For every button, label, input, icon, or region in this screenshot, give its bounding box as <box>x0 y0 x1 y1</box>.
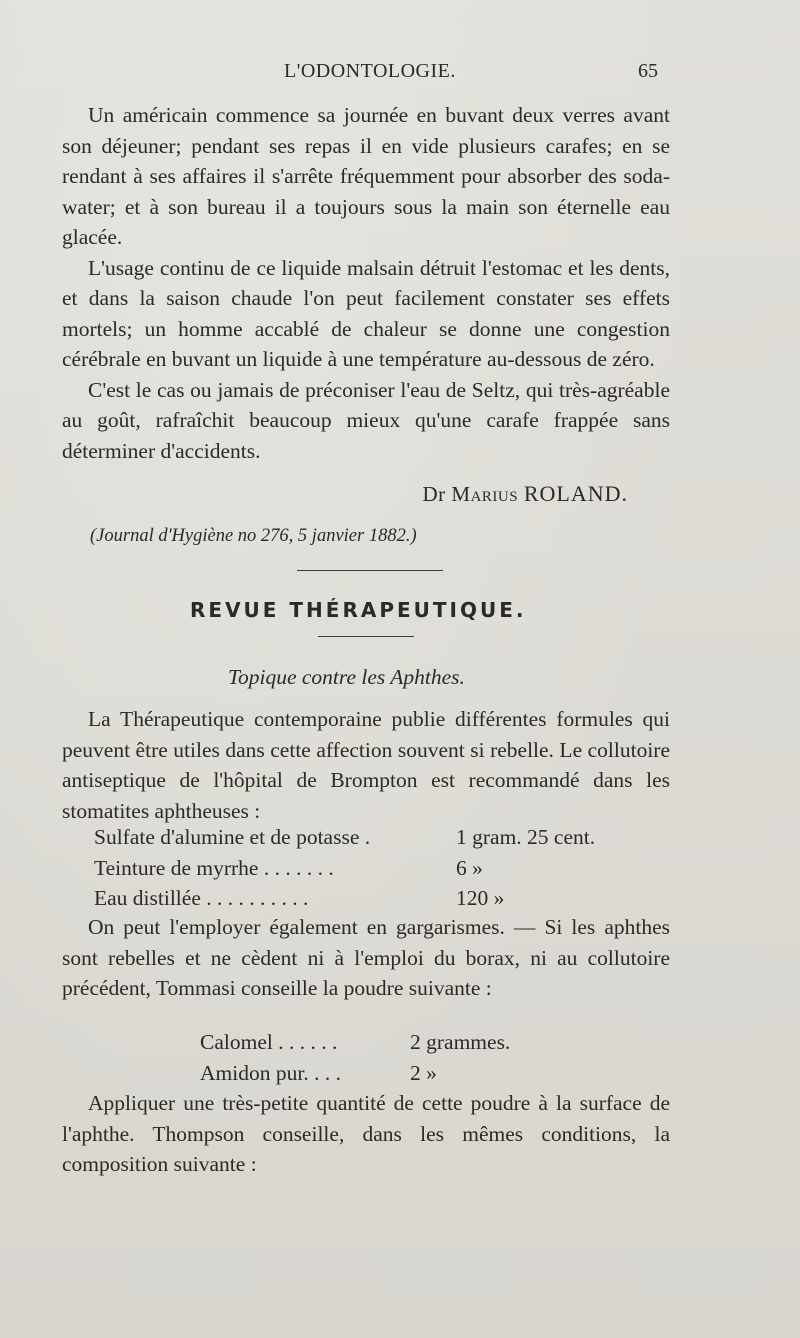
paragraph: On peut l'employer également en gargarismes. — Si les aphthes sont rebelles et ne cèdent ni à l'emploi du borax, ni au collutoire précédent, Tommasi conseille la poudre suivante : <box>62 915 670 1000</box>
recipe-row <box>94 853 654 884</box>
ingredient-name: Teinture de myrrhe . . . . . . . <box>94 855 334 880</box>
article-subtitle: Topique contre les Aphthes. <box>228 665 465 689</box>
ingredient-quantity: 2 grammes. <box>410 1030 511 1054</box>
paragraph: L'usage continu de ce liquide malsain détruit l'estomac et les dents, et dans la saison chaude l'on peut facilement constater ses effets mortels; un homme accablé de chaleur se donne une congestion cérébrale en buvant un liquide à une température au-dessous de zéro. <box>62 255 670 371</box>
signature-title: Dr <box>422 482 446 506</box>
article-ice-water <box>62 100 670 466</box>
recipe-row <box>200 1027 580 1058</box>
ingredient-name: Eau distillée . . . . . . . . . . <box>94 886 309 910</box>
article-middle <box>62 912 670 1004</box>
paragraph: Un américain commence sa journée en buvant deux verres avant son déjeuner; pendant ses repas il en vide plusieurs carafes; en se rendant à ses affaires il s'arrête fréquemment pour absorber des soda-water; et à son bureau il a toujours sous la main son éternelle eau glacée. <box>62 103 670 249</box>
ingredient-quantity: 1 gram. 25 cent. <box>456 825 596 849</box>
section-title: REVUE THÉRAPEUTIQUE. <box>190 598 527 622</box>
paragraph: Appliquer une très-petite quantité de cette poudre à la surface de l'aphthe. Thompson conseille, dans les mêmes conditions, la composition suivante : <box>62 1091 670 1176</box>
section-divider <box>297 570 443 571</box>
recipe-row <box>94 822 654 853</box>
ingredient-name: Calomel . . . . . . <box>200 1030 338 1054</box>
paragraph: La Thérapeutique contemporaine publie différentes formules qui peuvent être utiles dans cette affection souvent si rebelle. Le collutoire antiseptique de l'hôpital de Brompton est recommandé dans les stomatites aphtheuses : <box>62 707 670 823</box>
ingredient-quantity: 6 » <box>456 855 483 880</box>
signature-first-name: Marius <box>451 482 519 506</box>
source-citation: (Journal d'Hygiène no 276, 5 janvier 1882.) <box>90 526 417 546</box>
author-signature <box>422 481 628 507</box>
title-underline <box>318 636 414 637</box>
recipe-collutoire <box>94 822 654 914</box>
article-closing <box>62 1088 670 1180</box>
ingredient-quantity: 120 » <box>456 886 505 910</box>
signature-last-name: ROLAND. <box>523 481 628 506</box>
running-title: L'ODONTOLOGIE. <box>284 60 456 82</box>
recipe-row <box>94 883 654 914</box>
ingredient-quantity: 2 » <box>410 1060 437 1085</box>
ingredient-name: Sulfate d'alumine et de potasse . <box>94 825 371 849</box>
article-intro <box>62 704 670 826</box>
ingredient-name: Amidon pur. . . . <box>200 1060 341 1085</box>
running-header <box>62 60 658 90</box>
paragraph: C'est le cas ou jamais de préconiser l'eau de Seltz, qui très-agréable au goût, rafraîchit beaucoup mieux qu'une carafe frappée sans déterminer d'accidents. <box>62 377 670 463</box>
page-number: 65 <box>638 60 658 82</box>
recipe-powder <box>200 1027 580 1088</box>
recipe-row <box>200 1058 580 1089</box>
